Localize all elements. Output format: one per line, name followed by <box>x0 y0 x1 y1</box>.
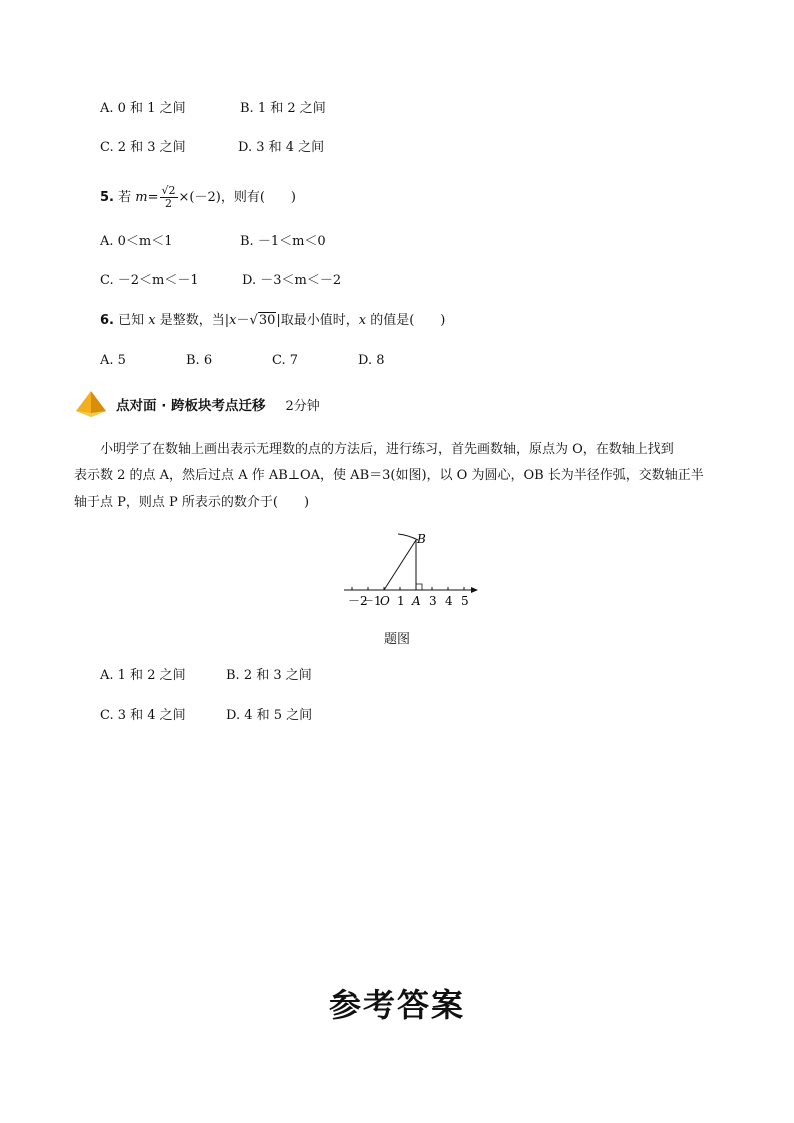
question-6 <box>100 311 445 331</box>
q6-pre: 已知 <box>118 313 145 328</box>
final-option-c: C. 3 和 4 之间 <box>100 708 186 723</box>
q6-radicand: 30 <box>258 313 276 328</box>
q6-var-x2: x <box>229 313 237 328</box>
label-1: 1 <box>397 594 405 608</box>
label-neg1: －1 <box>362 594 382 608</box>
q6-var-x: x <box>148 313 156 328</box>
label-b: B <box>417 532 426 546</box>
figure-caption: 题图 <box>383 632 410 647</box>
q5-post: ×(－2)，则有( ) <box>178 190 296 205</box>
label-neg2: －2 <box>348 594 368 608</box>
q6-tail: 的值是( ) <box>370 313 446 328</box>
problem-line-2: 表示数 2 的点 A，然后过点 A 作 AB⊥OA，使 AB＝3(如图)，以 O 为圆心，OB 长为半径作弧，交数轴正半 <box>74 468 704 483</box>
answer-heading: 参考答案 <box>328 986 465 1024</box>
q4-option-c: C. 2 和 3 之间 <box>100 140 186 155</box>
problem-line-1: 小明学了在数轴上画出表示无理数的点的方法后，进行练习，首先画数轴，原点为 O，在数轴上找到 <box>100 442 674 457</box>
label-3: 3 <box>429 594 437 608</box>
q6-minus: － <box>236 313 250 328</box>
label-a: A <box>412 594 421 608</box>
q6-var-x3: x <box>358 313 367 328</box>
final-option-d: D. 4 和 5 之间 <box>226 708 313 723</box>
right-angle-mark <box>416 584 422 590</box>
question-number: 6. <box>100 313 114 328</box>
q6-sqrt: √30 <box>249 313 276 328</box>
q5-eq: = <box>147 190 159 205</box>
segment-ob <box>384 540 416 590</box>
q5-option-a: A. 0＜m＜1 <box>100 234 173 249</box>
q5-pre: 若 <box>118 190 132 205</box>
q6-option-d: D. 8 <box>358 353 385 368</box>
q6-option-a: A. 5 <box>100 353 126 368</box>
q5-fraction <box>160 185 178 210</box>
q5-frac-den: 2 <box>165 197 173 210</box>
section-time: 2分钟 <box>285 398 320 414</box>
question-5 <box>100 184 296 212</box>
arc <box>398 534 418 540</box>
q6-option-b: B. 6 <box>186 353 213 368</box>
problem-line-3: 轴于点 P，则点 P 所表示的数介于( ) <box>74 495 310 510</box>
q6-option-c: C. 7 <box>272 353 299 368</box>
q6-mid: 是整数，当| <box>159 313 230 328</box>
q5-option-d: D. －3＜m＜－2 <box>242 273 342 288</box>
label-5: 5 <box>461 594 469 608</box>
question-number: 5. <box>100 190 114 205</box>
q6-post: |取最小值时， <box>276 313 359 328</box>
final-option-a: A. 1 和 2 之间 <box>100 668 186 683</box>
q5-frac-num: √2 <box>161 184 176 197</box>
label-o: O <box>380 594 390 608</box>
q4-option-a: A. 0 和 1 之间 <box>100 101 186 116</box>
number-line-figure <box>338 526 484 612</box>
section-header <box>74 388 320 420</box>
label-4: 4 <box>445 594 453 608</box>
pyramid-icon <box>74 389 108 419</box>
section-title: 点对面 · 跨板块考点迁移 <box>116 398 266 414</box>
q4-option-b: B. 1 和 2 之间 <box>240 101 326 116</box>
axis-arrow <box>471 587 478 593</box>
q5-var: m <box>135 190 148 205</box>
q4-option-d: D. 3 和 4 之间 <box>238 140 325 155</box>
final-option-b: B. 2 和 3 之间 <box>226 668 312 683</box>
q5-option-b: B. －1＜m＜0 <box>240 234 326 249</box>
q5-option-c: C. －2＜m＜－1 <box>100 273 199 288</box>
